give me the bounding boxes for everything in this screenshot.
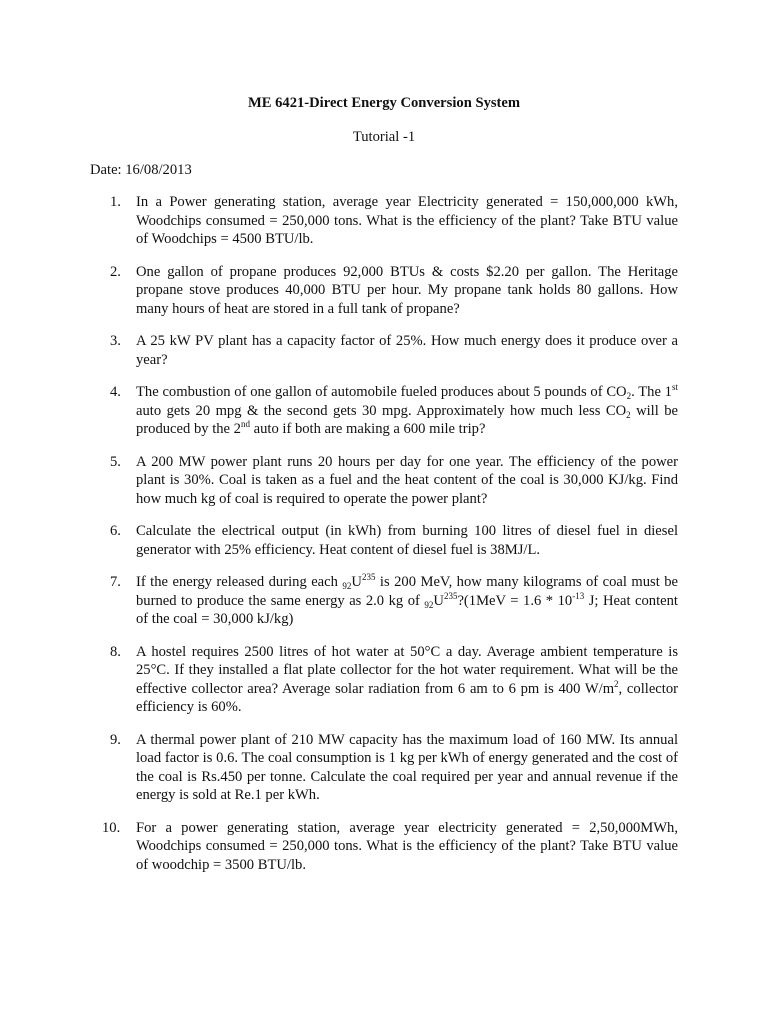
question-number: 1. [110,194,121,210]
question-item [110,731,678,805]
question-text-segment: auto if both are making a 600 mile trip? [249,421,486,437]
question-text-segment: One gallon of propane produces 92,000 BTUs & costs $2.20 per gallon. The Heritage propane stove produces 40,000 BTU per hour. My propane tank holds 80 gallons. How many hours of heat are stored in a full tank of propane? [136,263,678,317]
superscript-text: 235 [443,590,458,601]
subscript-text: 92 [342,581,352,591]
question-text-segment: If the energy released during each [136,574,343,590]
question-text-segment: auto gets 20 mpg & the second gets 30 mpg. Approximately how much less CO [136,402,627,419]
question-text-segment: U [351,574,362,590]
document-title: ME 6421-Direct Energy Conversion System [247,95,521,111]
question-number: 6. [110,523,121,539]
question-number: 9. [110,731,121,748]
question-text-segment: A 25 kW PV plant has a capacity factor of 25%. How much energy does it produce over a year? [136,333,678,368]
question-text [136,820,678,873]
question-text [136,523,678,558]
question-number: 3. [110,333,121,349]
question-item [110,643,678,717]
superscript-text: -13 [572,590,585,601]
question-number: 2. [110,263,121,280]
question-item [110,332,678,369]
document-date: Date: 16/08/2013 [90,162,192,178]
question-item [110,193,678,249]
question-item [110,383,678,439]
question-text-segment: The combustion of one gallon of automobile fueled produces about 5 pounds of CO [136,384,627,400]
question-text-segment: A 200 MW power plant runs 20 hours per day for one year. The efficiency of the power plant is 30%. Coal is taken as a fuel and the heat content of the coal is 30,000 KJ/kg. Find how much kg of coal is required to operate the power plant? [136,453,678,507]
question-list [102,193,678,888]
question-number: 10. [102,819,121,836]
question-text [136,454,678,507]
question-item [110,573,678,629]
question-item [110,263,678,319]
question-item [110,522,678,559]
question-text [136,732,678,804]
question-text-segment: In a Power generating station, average year Electricity generated = 150,000,000 kWh, Woodchips consumed = 250,000 tons. What is the efficiency of the plant? Take BTU value of Woodchips = 4500 BTU/lb. [136,194,678,247]
question-number: 7. [110,574,121,590]
question-text-segment: ?(1MeV = 1.6 * 10 [457,592,573,609]
question-number: 5. [110,453,121,470]
subscript-text: 2 [626,391,632,401]
question-text [136,264,678,317]
question-text-segment: . The 1 [631,384,672,400]
question-text [136,194,678,247]
superscript-text: 2 [614,678,619,689]
question-text-segment: A thermal power plant of 210 MW capacity has the maximum load of 160 MW. Its annual load factor is 0.6. The coal consumption is 1 kg per kWh of energy generated and the cost of the coal is Rs.450 per tonne. Calculate the coal required per year and annual revenue if the energy is sold at Re.1 per kWh. [136,731,678,803]
superscript-text: st [671,382,678,392]
question-text [136,574,678,627]
document-subtitle: Tutorial -1 [352,129,416,145]
question-item [110,453,678,509]
question-text-segment: U [433,592,444,609]
question-text [136,384,678,437]
question-text-segment: For a power generating station, average year electricity generated = 2,50,000MWh, Woodchips consumed = 250,000 tons. What is the efficiency of the plant? Take BTU value of woodchip = 3500 BTU/lb. [136,819,678,873]
question-text-segment: is 200 MeV, how many kilograms of coal must be burned to produce the same energy as 2.0 kg of [136,574,678,609]
question-number: 8. [110,643,121,660]
superscript-text: 235 [361,572,376,582]
question-item [102,819,678,875]
question-text [136,333,678,368]
question-number: 4. [110,384,121,400]
question-text-segment: J; Heat content of the coal = 30,000 kJ/kg) [136,592,678,627]
question-text [136,644,678,716]
question-text-segment: A hostel requires 2500 litres of hot water at 50°C a day. Average ambient temperature is 25°C. If they installed a flat plate collector for the hot water requirement. What will be the effective collector area? Average solar radiation from 6 am to 6 pm is 400 W/m [136,643,678,697]
question-text-segment: Calculate the electrical output (in kWh) from burning 100 litres of diesel fuel in diesel generator with 25% efficiency. Heat content of diesel fuel is 38MJ/L. [136,523,678,558]
question-text-segment: will be produced by the 2 [136,402,678,437]
subscript-text: 92 [424,599,434,610]
superscript-text: nd [240,419,250,429]
question-text-segment: , collector efficiency is 60%. [136,680,678,715]
subscript-text: 2 [626,409,631,420]
